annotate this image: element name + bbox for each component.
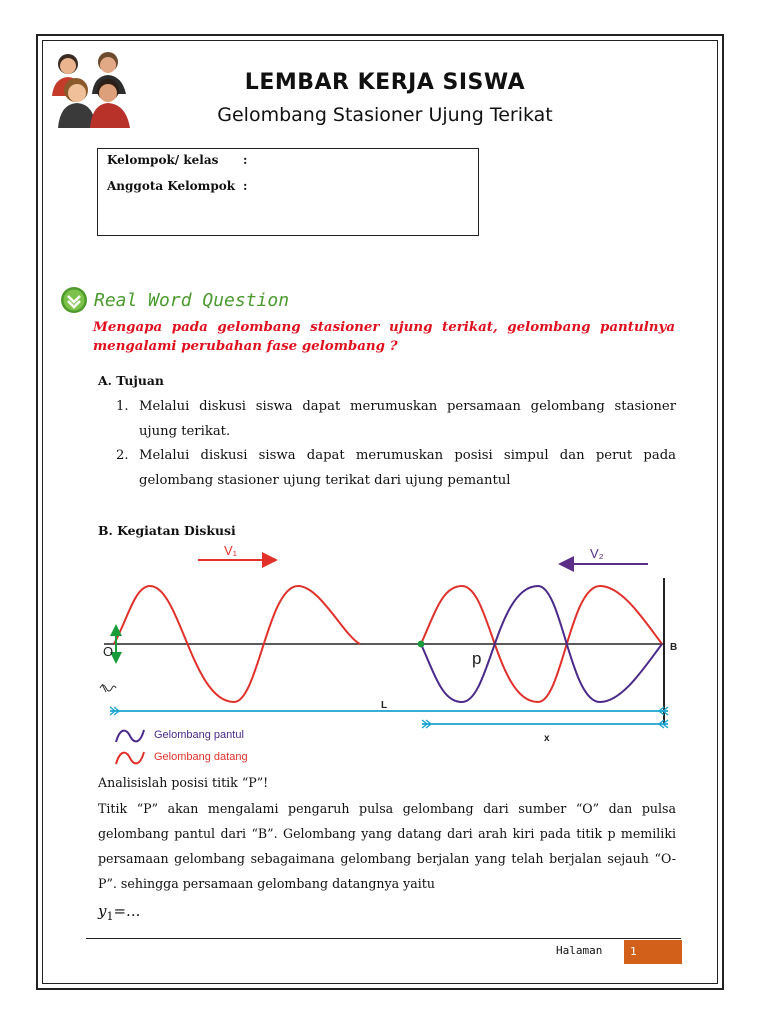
chevron-down-circle-icon (60, 286, 88, 314)
list-item-text: Melalui diskusi siswa dapat merumuskan persamaan gelombang stasioner ujung terikat. (139, 399, 676, 439)
end-label-b: B (670, 642, 678, 653)
members-colon: : (243, 179, 248, 193)
group-label: Kelompok/ kelas (107, 153, 219, 167)
page-subtitle: Gelombang Stasioner Ujung Terikat (217, 104, 553, 126)
list-item (116, 443, 676, 493)
footer-page-label: Halaman (556, 944, 603, 957)
legend-incident-label: Gelombang datang (154, 751, 248, 763)
analysis-prompt: Analisislah posisi titik “P”! (98, 775, 269, 790)
point-p-label: p (472, 649, 482, 668)
section-a-heading: A. Tujuan (98, 373, 164, 388)
equation-subscript: 1 (106, 910, 114, 923)
rwq-question: Mengapa pada gelombang stasioner ujung terikat, gelombang pantulnya mengalami perubahan fase gelombang ? (93, 319, 675, 354)
legend-reflected-label: Gelombang pantul (154, 729, 244, 741)
people-group-icon (46, 48, 134, 130)
point-p-marker (418, 641, 425, 648)
v2-label: V₂ (590, 546, 604, 561)
group-colon: : (243, 153, 248, 167)
equation-rest: =... (113, 902, 141, 920)
v1-label: V₁ (224, 543, 238, 558)
page-title: LEMBAR KERJA SISWA (244, 70, 526, 95)
legend-incident-swatch (116, 752, 144, 764)
length-label-l: L (381, 700, 388, 711)
section-b-heading: B. Kegiatan Diskusi (98, 523, 236, 538)
legend-reflected-swatch (116, 730, 144, 742)
list-item (116, 394, 676, 444)
equation-symbol: y (98, 902, 107, 920)
footer-divider (86, 938, 681, 939)
members-row (107, 179, 247, 193)
analysis-paragraph: Titik “P” akan mengalami pengaruh pulsa gelombang dari sumber “O” dan pulsa gelombang pantul dari “B”. Gelombang yang datang dari arah kiri pada titik p memiliki persamaan gelombang sebagaimana gelombang berjalan yang telah berjalan sejauh “O-P”. sehingga persamaan gelombang datangnya yaitu (98, 801, 676, 891)
group-row (107, 153, 247, 167)
members-label: Anggota Kelompok (107, 179, 236, 193)
origin-label-o: O (103, 644, 114, 659)
rwq-heading: Real Word Question (94, 290, 290, 311)
list-item-number: 1. (116, 399, 129, 414)
identity-box (97, 148, 479, 236)
page-number: 1 (630, 945, 637, 958)
standing-wave-diagram (98, 538, 688, 770)
list-item-text: Melalui diskusi siswa dapat merumuskan posisi simpul dan perut pada gelombang stasioner ujung terikat dari ujung pemantul (139, 448, 676, 488)
equation-y1 (98, 902, 140, 923)
list-item-number: 2. (116, 448, 129, 463)
distance-label-x: x (544, 733, 550, 744)
scribble-mark (100, 684, 116, 692)
page-number-badge (624, 940, 682, 964)
